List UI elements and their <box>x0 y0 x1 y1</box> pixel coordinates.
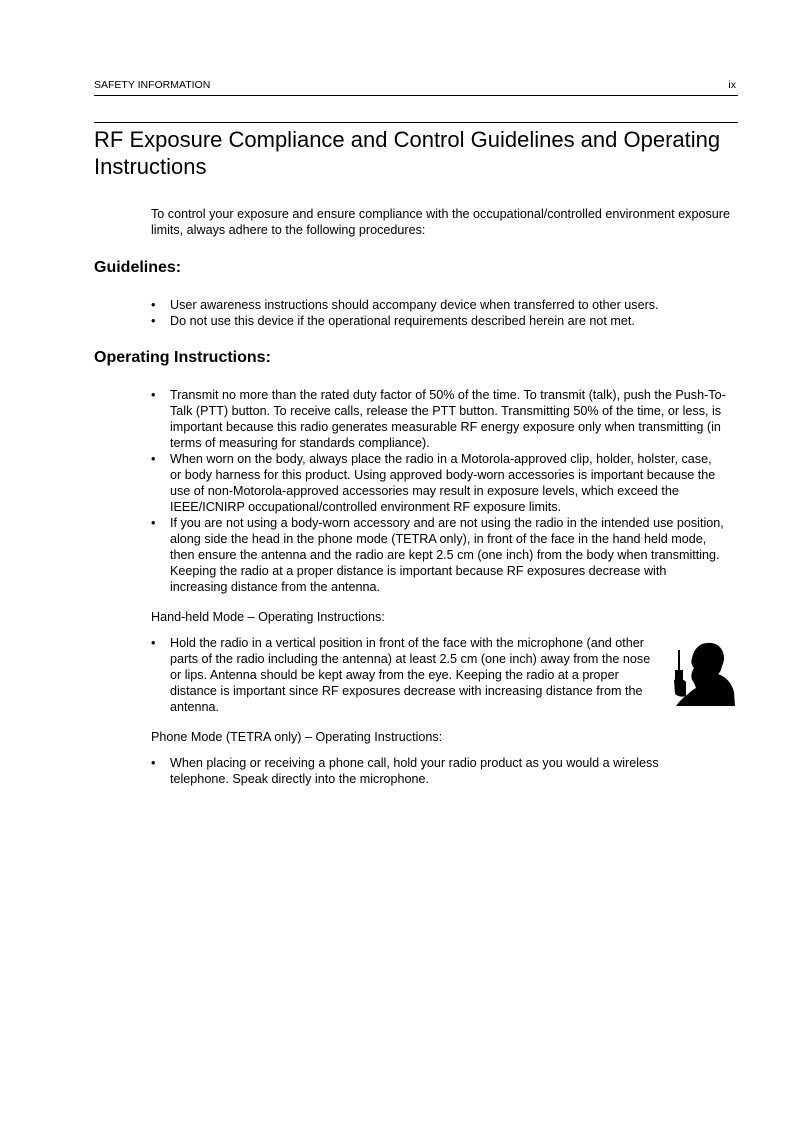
header-section-title: SAFETY INFORMATION <box>94 79 211 91</box>
operating-instructions-heading: Operating Instructions: <box>94 349 271 366</box>
intro-paragraph: To control your exposure and ensure compliance with the occupational/controlled environment exposure limits, always adhere to the following procedures: <box>151 207 730 237</box>
page-header <box>94 79 738 96</box>
list-item: • When placing or receiving a phone call, hold your radio product as you would a wireless telephone. Speak directly into the microphone. <box>151 755 711 787</box>
handheld-mode-heading: Hand-held Mode – Operating Instructions: <box>151 610 385 624</box>
guidelines-list <box>151 297 711 329</box>
list-item: • User awareness instructions should accompany device when transferred to other users. <box>151 297 711 313</box>
page-number: ix <box>728 79 736 91</box>
list-item: • Hold the radio in a vertical position in front of the face with the microphone (and other parts of the radio including the antenna) at least 2.5 cm (one inch) away from the nose or lips. Antenna should be kept away from the eye. Keeping the radio at a proper distance is important since RF exposures decrease with increasing distance from the antenna. <box>151 635 663 715</box>
list-item: • If you are not using a body-worn accessory and are not using the radio in the intended use position, along side the head in the phone mode (TETRA only), in front of the face in the hand held mode, then ensure the antenna and the radio are kept 2.5 cm (one inch) from the body when transmitting. Keeping the radio at a proper distance is important because RF exposures decrease with increasing distance from the antenna. <box>151 515 726 595</box>
page-title: RF Exposure Compliance and Control Guidelines and Operating Instructions <box>94 127 721 179</box>
list-item: • Do not use this device if the operational requirements described herein are not met. <box>151 313 711 329</box>
guidelines-heading: Guidelines: <box>94 259 182 276</box>
radio-user-silhouette-icon <box>672 640 736 706</box>
operating-instructions-list <box>151 387 726 595</box>
phone-mode-heading: Phone Mode (TETRA only) – Operating Instructions: <box>151 730 443 744</box>
handheld-mode-list <box>151 635 663 715</box>
title-divider <box>94 122 738 123</box>
list-item: • Transmit no more than the rated duty factor of 50% of the time. To transmit (talk), push the Push-To-Talk (PTT) button. To receive calls, release the PTT button. Transmitting 50% of the time, or less, is important because this radio generates measurable RF energy exposure only when transmitting (in terms of measuring for standards compliance). <box>151 387 726 451</box>
phone-mode-list <box>151 755 711 787</box>
list-item: • When worn on the body, always place the radio in a Motorola-approved clip, holder, holster, case, or body harness for this product. Using approved body-worn accessories is important because the use of non-Motorola-approved accessories may result in exposure levels, which exceed the IEEE/ICNIRP occupational/controlled environment RF exposure limits. <box>151 451 726 515</box>
